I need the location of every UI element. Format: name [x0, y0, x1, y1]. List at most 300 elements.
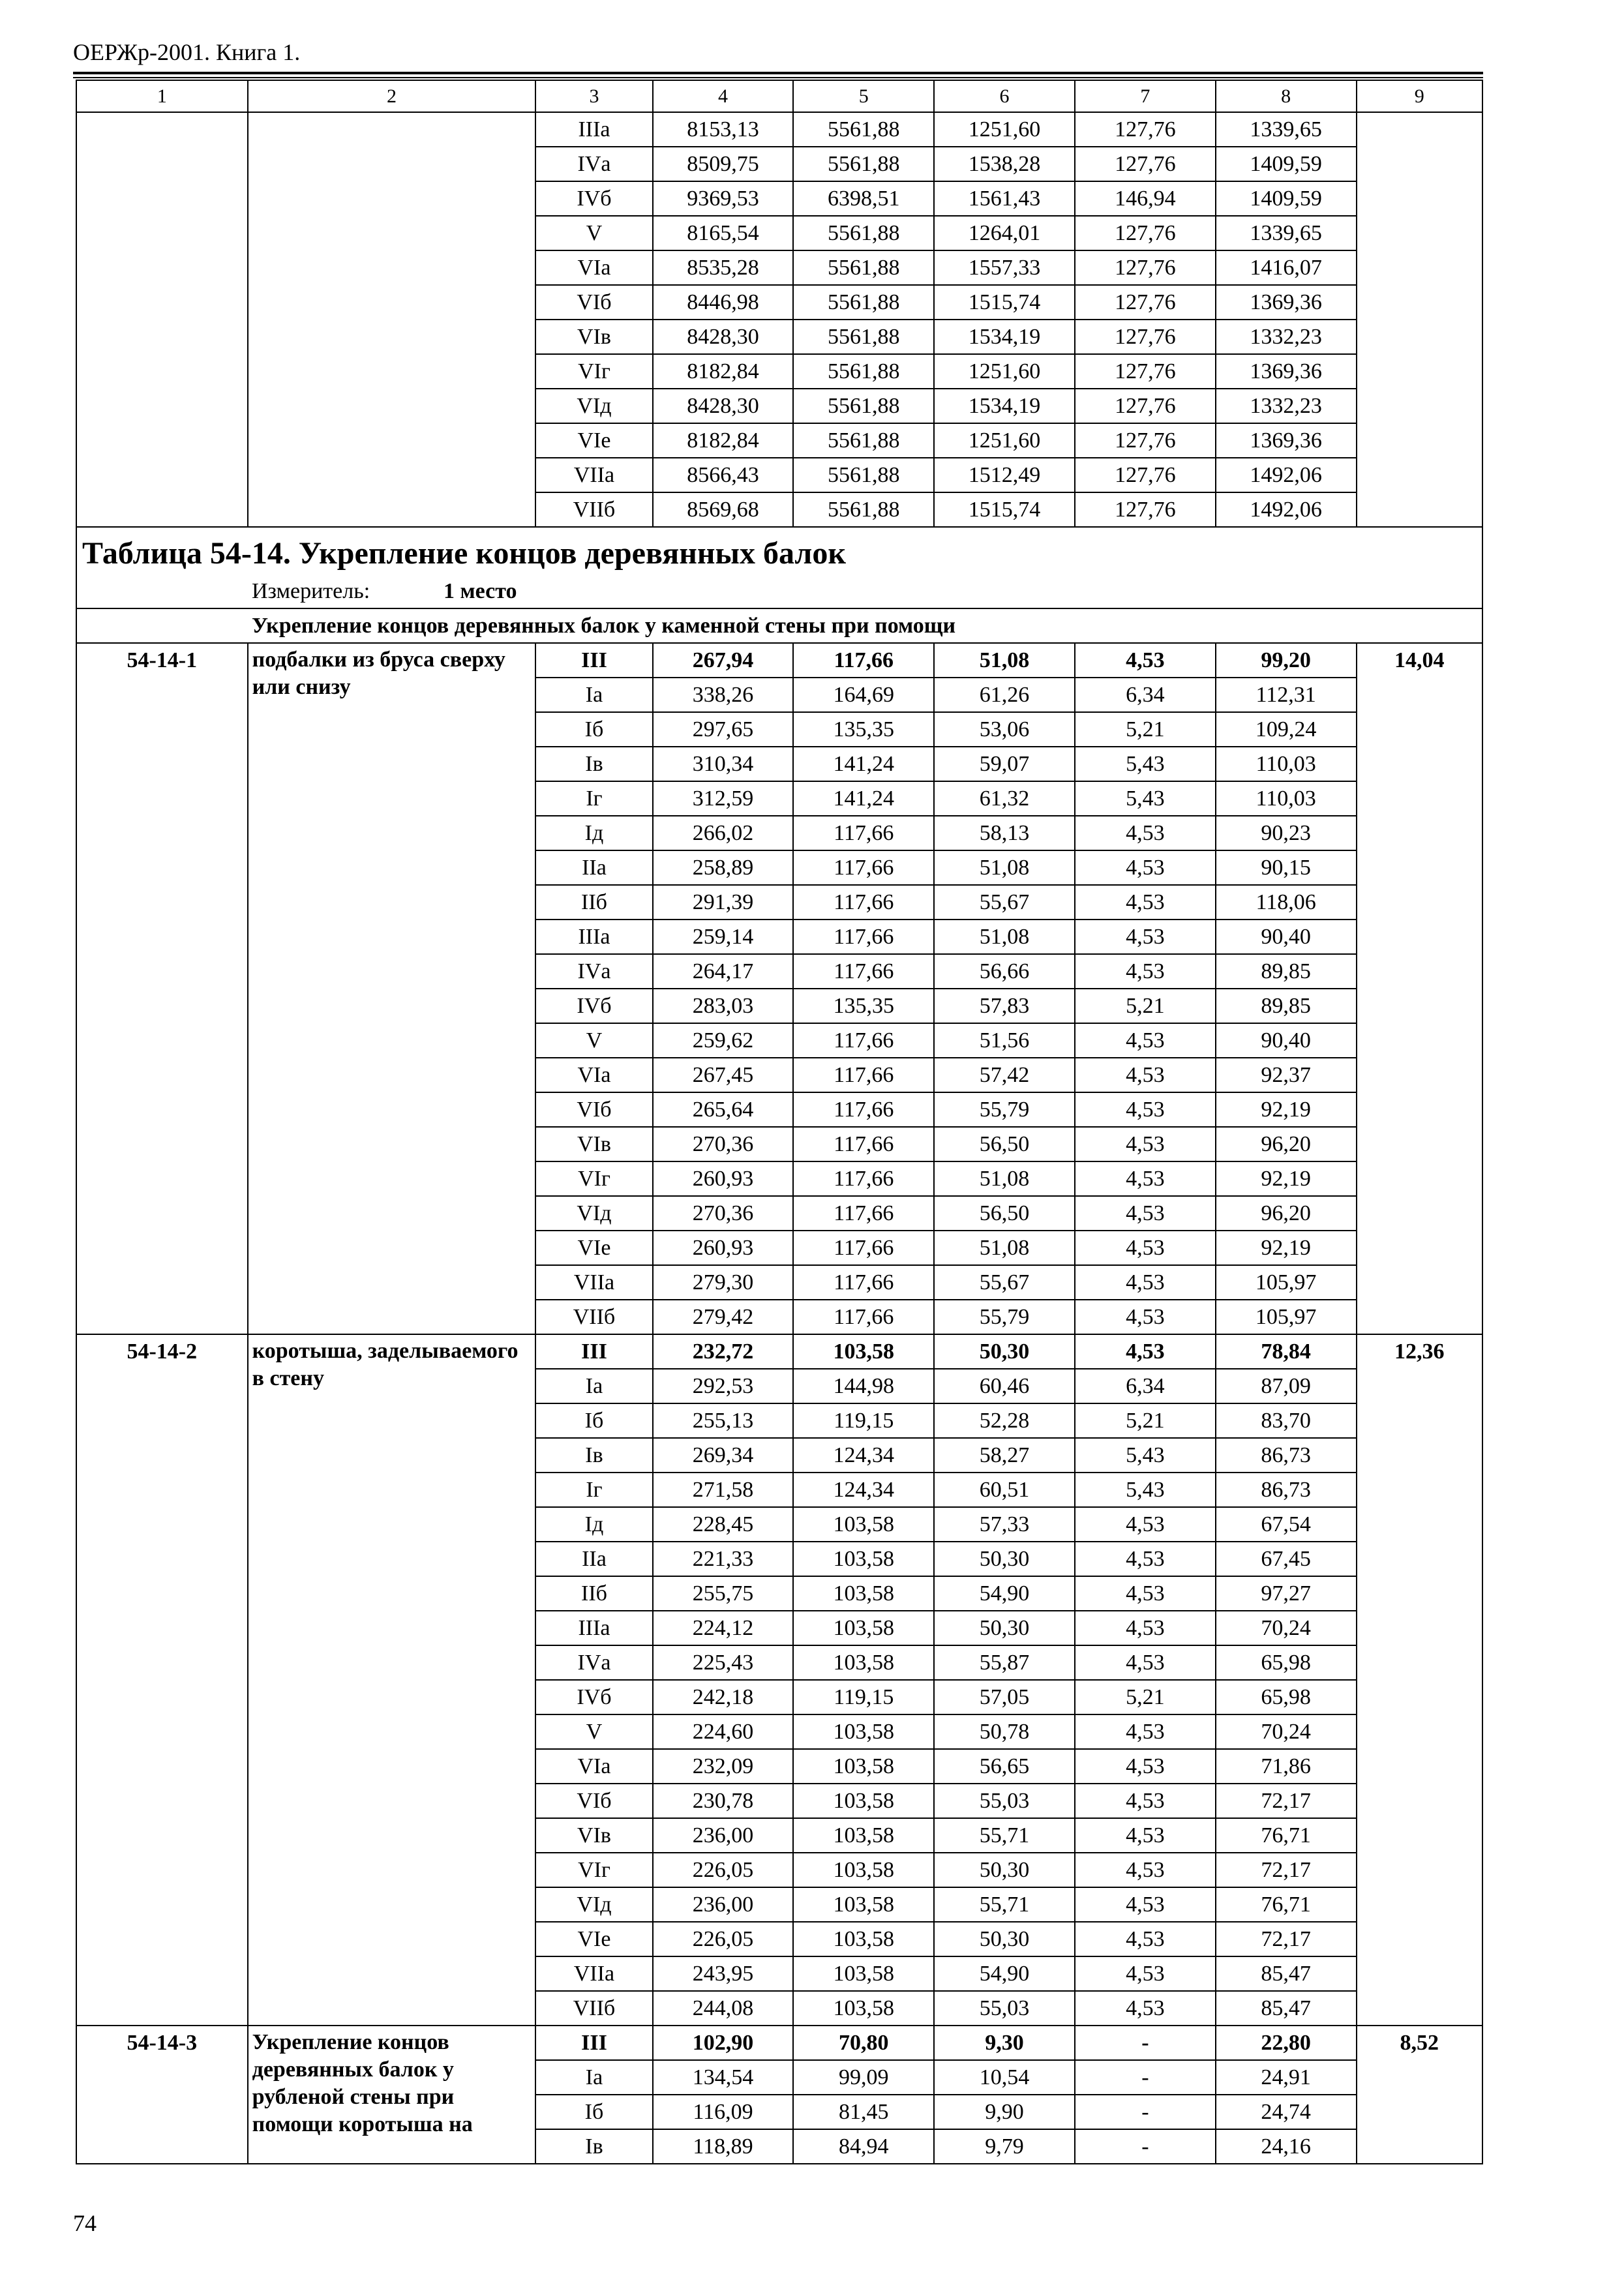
- value-cell: 1416,07: [1216, 250, 1357, 285]
- zone-cell: VIб: [535, 285, 652, 320]
- value-cell: 117,66: [793, 1300, 934, 1334]
- value-cell: 72,17: [1216, 1853, 1357, 1887]
- value-cell: 164,69: [793, 678, 934, 712]
- value-cell: 8509,75: [653, 147, 794, 181]
- value-cell: 1534,19: [934, 389, 1075, 423]
- value-cell: 127,76: [1075, 285, 1216, 320]
- value-cell: 5561,88: [793, 389, 934, 423]
- value-cell: 50,30: [934, 1853, 1075, 1887]
- meter-row: [77, 575, 1482, 608]
- value-cell: 109,24: [1216, 712, 1357, 747]
- header-rule-thin: [73, 77, 1483, 78]
- zone-cell: VIIа: [535, 458, 652, 492]
- column-number: 3: [535, 80, 652, 112]
- value-cell: 103,58: [793, 1645, 934, 1680]
- value-cell: 112,31: [1216, 678, 1357, 712]
- value-cell: 1332,23: [1216, 320, 1357, 354]
- value-cell: 117,66: [793, 1231, 934, 1265]
- value-cell: 85,47: [1216, 1991, 1357, 2026]
- value-cell: 50,78: [934, 1714, 1075, 1749]
- zone-cell: V: [535, 216, 652, 250]
- rates-table: [76, 80, 1483, 2164]
- meter-label: Измеритель:: [252, 578, 370, 603]
- value-cell: 6,34: [1075, 678, 1216, 712]
- value-cell: 117,66: [793, 643, 934, 678]
- value-cell: 117,66: [793, 954, 934, 989]
- value-cell: 1369,36: [1216, 285, 1357, 320]
- value-cell: 117,66: [793, 885, 934, 920]
- value-cell: 90,40: [1216, 1023, 1357, 1058]
- value-cell: 279,30: [653, 1265, 794, 1300]
- value-cell: 81,45: [793, 2095, 934, 2129]
- value-cell: 55,79: [934, 1092, 1075, 1127]
- value-cell: 67,54: [1216, 1507, 1357, 1542]
- value-cell: 99,20: [1216, 643, 1357, 678]
- value-cell: 4,53: [1075, 1818, 1216, 1853]
- value-cell: 1409,59: [1216, 181, 1357, 216]
- labor-cost: 12,36: [1357, 1334, 1482, 2026]
- value-cell: 55,67: [934, 1265, 1075, 1300]
- value-cell: 117,66: [793, 850, 934, 885]
- value-cell: 255,13: [653, 1403, 794, 1438]
- zone-cell: VIд: [535, 1887, 652, 1922]
- value-cell: 4,53: [1075, 1231, 1216, 1265]
- value-cell: 243,95: [653, 1956, 794, 1991]
- rate-code: 54-14-2: [76, 1334, 248, 2026]
- zone-cell: Iб: [535, 2095, 652, 2129]
- value-cell: 51,08: [934, 1161, 1075, 1196]
- value-cell: 103,58: [793, 1922, 934, 1956]
- code-cell: [76, 112, 248, 527]
- description-cell: [248, 112, 536, 527]
- value-cell: 92,19: [1216, 1161, 1357, 1196]
- column-numbers-row: [76, 80, 1482, 112]
- value-cell: 260,93: [653, 1231, 794, 1265]
- value-cell: 110,03: [1216, 747, 1357, 781]
- value-cell: 127,76: [1075, 389, 1216, 423]
- zone-cell: IVб: [535, 181, 652, 216]
- value-cell: 55,03: [934, 1991, 1075, 2026]
- value-cell: 9369,53: [653, 181, 794, 216]
- value-cell: 97,27: [1216, 1576, 1357, 1611]
- value-cell: 127,76: [1075, 492, 1216, 527]
- zone-cell: IIа: [535, 850, 652, 885]
- value-cell: 96,20: [1216, 1127, 1357, 1161]
- value-cell: 61,26: [934, 678, 1075, 712]
- zone-cell: Iг: [535, 781, 652, 816]
- value-cell: 224,60: [653, 1714, 794, 1749]
- value-cell: 8446,98: [653, 285, 794, 320]
- value-cell: 103,58: [793, 1818, 934, 1853]
- zone-cell: IIIа: [535, 920, 652, 954]
- value-cell: 270,36: [653, 1196, 794, 1231]
- column-number: 2: [248, 80, 536, 112]
- value-cell: 103,58: [793, 1887, 934, 1922]
- zone-cell: IVа: [535, 147, 652, 181]
- meter-value: 1 место: [444, 578, 517, 603]
- zone-cell: IIIа: [535, 112, 652, 147]
- column-number: 4: [653, 80, 794, 112]
- value-cell: 56,65: [934, 1749, 1075, 1784]
- zone-cell: VIе: [535, 423, 652, 458]
- value-cell: 4,53: [1075, 1300, 1216, 1334]
- value-cell: -: [1075, 2060, 1216, 2095]
- zone-cell: Iб: [535, 1403, 652, 1438]
- value-cell: 144,98: [793, 1369, 934, 1403]
- table-row: [76, 643, 1482, 678]
- value-cell: 297,65: [653, 712, 794, 747]
- value-cell: 338,26: [653, 678, 794, 712]
- value-cell: 1409,59: [1216, 147, 1357, 181]
- value-cell: 51,08: [934, 850, 1075, 885]
- value-cell: 8182,84: [653, 354, 794, 389]
- value-cell: 1492,06: [1216, 492, 1357, 527]
- column-number: 1: [76, 80, 248, 112]
- value-cell: 50,30: [934, 1334, 1075, 1369]
- section-title: Укрепление концов деревянных балок у каменной стены при помощи: [76, 608, 1482, 643]
- value-cell: 117,66: [793, 1023, 934, 1058]
- column-number: 7: [1075, 80, 1216, 112]
- value-cell: 103,58: [793, 1507, 934, 1542]
- zone-cell: Iд: [535, 1507, 652, 1542]
- value-cell: 292,53: [653, 1369, 794, 1403]
- value-cell: 236,00: [653, 1818, 794, 1853]
- value-cell: 117,66: [793, 1127, 934, 1161]
- column-number: 5: [793, 80, 934, 112]
- value-cell: 10,54: [934, 2060, 1075, 2095]
- value-cell: 117,66: [793, 1196, 934, 1231]
- value-cell: 4,53: [1075, 920, 1216, 954]
- value-cell: 1339,65: [1216, 112, 1357, 147]
- value-cell: 5561,88: [793, 112, 934, 147]
- zone-cell: Iв: [535, 1438, 652, 1473]
- value-cell: 55,79: [934, 1300, 1075, 1334]
- value-cell: 4,53: [1075, 954, 1216, 989]
- column-number: 9: [1357, 80, 1482, 112]
- zone-cell: Iв: [535, 747, 652, 781]
- zone-cell: IVа: [535, 954, 652, 989]
- value-cell: 225,43: [653, 1645, 794, 1680]
- value-cell: 92,19: [1216, 1231, 1357, 1265]
- value-cell: 4,53: [1075, 1645, 1216, 1680]
- value-cell: 135,35: [793, 989, 934, 1023]
- table-title-row: [76, 527, 1482, 608]
- value-cell: 1251,60: [934, 423, 1075, 458]
- value-cell: 259,62: [653, 1023, 794, 1058]
- value-cell: 54,90: [934, 1956, 1075, 1991]
- value-cell: 50,30: [934, 1542, 1075, 1576]
- value-cell: 1515,74: [934, 492, 1075, 527]
- value-cell: 6398,51: [793, 181, 934, 216]
- value-cell: 70,24: [1216, 1611, 1357, 1645]
- value-cell: 70,24: [1216, 1714, 1357, 1749]
- value-cell: 60,51: [934, 1473, 1075, 1507]
- value-cell: 105,97: [1216, 1265, 1357, 1300]
- value-cell: 127,76: [1075, 354, 1216, 389]
- value-cell: 5561,88: [793, 147, 934, 181]
- value-cell: 55,71: [934, 1818, 1075, 1853]
- zone-cell: IIб: [535, 1576, 652, 1611]
- value-cell: 1332,23: [1216, 389, 1357, 423]
- value-cell: 9,90: [934, 2095, 1075, 2129]
- value-cell: 56,50: [934, 1196, 1075, 1231]
- value-cell: 5,21: [1075, 1403, 1216, 1438]
- value-cell: 57,42: [934, 1058, 1075, 1092]
- value-cell: 1339,65: [1216, 216, 1357, 250]
- value-cell: 52,28: [934, 1403, 1075, 1438]
- zone-cell: Iа: [535, 678, 652, 712]
- value-cell: 51,56: [934, 1023, 1075, 1058]
- value-cell: 1492,06: [1216, 458, 1357, 492]
- value-cell: 57,83: [934, 989, 1075, 1023]
- value-cell: 5,43: [1075, 781, 1216, 816]
- value-cell: 135,35: [793, 712, 934, 747]
- table-row: [76, 2026, 1482, 2060]
- zone-cell: VIв: [535, 1818, 652, 1853]
- value-cell: 8182,84: [653, 423, 794, 458]
- value-cell: 103,58: [793, 1956, 934, 1991]
- value-cell: 4,53: [1075, 1161, 1216, 1196]
- value-cell: 244,08: [653, 1991, 794, 2026]
- value-cell: 1251,60: [934, 354, 1075, 389]
- column-number: 6: [934, 80, 1075, 112]
- value-cell: 90,15: [1216, 850, 1357, 885]
- value-cell: 5561,88: [793, 250, 934, 285]
- value-cell: 127,76: [1075, 112, 1216, 147]
- zone-cell: III: [535, 1334, 652, 1369]
- value-cell: 8569,68: [653, 492, 794, 527]
- value-cell: 258,89: [653, 850, 794, 885]
- value-cell: 8428,30: [653, 320, 794, 354]
- value-cell: 4,53: [1075, 1922, 1216, 1956]
- value-cell: 4,53: [1075, 816, 1216, 850]
- value-cell: 5561,88: [793, 492, 934, 527]
- column-number: 8: [1216, 80, 1357, 112]
- zone-cell: IIIа: [535, 1611, 652, 1645]
- value-cell: 1538,28: [934, 147, 1075, 181]
- value-cell: 127,76: [1075, 216, 1216, 250]
- value-cell: 4,53: [1075, 1784, 1216, 1818]
- table-body: [76, 80, 1482, 2164]
- table-row: [76, 112, 1482, 147]
- value-cell: 4,53: [1075, 1749, 1216, 1784]
- value-cell: 92,19: [1216, 1092, 1357, 1127]
- value-cell: 55,87: [934, 1645, 1075, 1680]
- zone-cell: VIIб: [535, 492, 652, 527]
- value-cell: 4,53: [1075, 1196, 1216, 1231]
- value-cell: 4,53: [1075, 1542, 1216, 1576]
- table-title-cell: [76, 527, 1482, 608]
- value-cell: 310,34: [653, 747, 794, 781]
- value-cell: 221,33: [653, 1542, 794, 1576]
- zone-cell: Iа: [535, 1369, 652, 1403]
- zone-cell: Iб: [535, 712, 652, 747]
- value-cell: 24,91: [1216, 2060, 1357, 2095]
- labor-cost: 14,04: [1357, 643, 1482, 1334]
- value-cell: 22,80: [1216, 2026, 1357, 2060]
- value-cell: 1251,60: [934, 112, 1075, 147]
- value-cell: 1561,43: [934, 181, 1075, 216]
- value-cell: 8535,28: [653, 250, 794, 285]
- value-cell: 24,74: [1216, 2095, 1357, 2129]
- value-cell: 4,53: [1075, 1991, 1216, 2026]
- zone-cell: Iв: [535, 2129, 652, 2164]
- section-row: [76, 608, 1482, 643]
- value-cell: 124,34: [793, 1473, 934, 1507]
- value-cell: 127,76: [1075, 423, 1216, 458]
- value-cell: 1515,74: [934, 285, 1075, 320]
- value-cell: 53,06: [934, 712, 1075, 747]
- value-cell: 134,54: [653, 2060, 794, 2095]
- value-cell: 5561,88: [793, 320, 934, 354]
- value-cell: 4,53: [1075, 1127, 1216, 1161]
- value-cell: 4,53: [1075, 643, 1216, 678]
- zone-cell: VIе: [535, 1922, 652, 1956]
- value-cell: 312,59: [653, 781, 794, 816]
- value-cell: 4,53: [1075, 1265, 1216, 1300]
- value-cell: 267,45: [653, 1058, 794, 1092]
- value-cell: 72,17: [1216, 1784, 1357, 1818]
- value-cell: 271,58: [653, 1473, 794, 1507]
- value-cell: 266,02: [653, 816, 794, 850]
- zone-cell: Iа: [535, 2060, 652, 2095]
- value-cell: 71,86: [1216, 1749, 1357, 1784]
- value-cell: 83,70: [1216, 1403, 1357, 1438]
- value-cell: 226,05: [653, 1853, 794, 1887]
- zone-cell: V: [535, 1714, 652, 1749]
- value-cell: 228,45: [653, 1507, 794, 1542]
- value-cell: 4,53: [1075, 1887, 1216, 1922]
- value-cell: 105,97: [1216, 1300, 1357, 1334]
- value-cell: 1369,36: [1216, 423, 1357, 458]
- value-cell: 4,53: [1075, 850, 1216, 885]
- value-cell: -: [1075, 2026, 1216, 2060]
- page-number: 74: [73, 2210, 97, 2236]
- value-cell: 103,58: [793, 1991, 934, 2026]
- value-cell: 4,53: [1075, 1956, 1216, 1991]
- value-cell: 84,94: [793, 2129, 934, 2164]
- labor-cost: 8,52: [1357, 2026, 1482, 2164]
- value-cell: 279,42: [653, 1300, 794, 1334]
- value-cell: 24,16: [1216, 2129, 1357, 2164]
- zone-cell: VIб: [535, 1092, 652, 1127]
- value-cell: 78,84: [1216, 1334, 1357, 1369]
- zone-cell: VIа: [535, 250, 652, 285]
- value-cell: 103,58: [793, 1611, 934, 1645]
- zone-cell: V: [535, 1023, 652, 1058]
- value-cell: 242,18: [653, 1680, 794, 1714]
- value-cell: 117,66: [793, 816, 934, 850]
- value-cell: -: [1075, 2129, 1216, 2164]
- value-cell: 4,53: [1075, 1023, 1216, 1058]
- value-cell: 124,34: [793, 1438, 934, 1473]
- value-cell: 117,66: [793, 1058, 934, 1092]
- value-cell: 8153,13: [653, 112, 794, 147]
- value-cell: 6,34: [1075, 1369, 1216, 1403]
- value-cell: 226,05: [653, 1922, 794, 1956]
- zone-cell: VIIб: [535, 1300, 652, 1334]
- value-cell: 117,66: [793, 1265, 934, 1300]
- value-cell: 265,64: [653, 1092, 794, 1127]
- value-cell: 230,78: [653, 1784, 794, 1818]
- value-cell: 260,93: [653, 1161, 794, 1196]
- table-wrapper: [76, 80, 1483, 2164]
- value-cell: 1369,36: [1216, 354, 1357, 389]
- value-cell: 5,21: [1075, 712, 1216, 747]
- zone-cell: IIа: [535, 1542, 652, 1576]
- value-cell: 50,30: [934, 1611, 1075, 1645]
- value-cell: 9,30: [934, 2026, 1075, 2060]
- value-cell: 117,66: [793, 920, 934, 954]
- value-cell: 51,08: [934, 1231, 1075, 1265]
- value-cell: 232,72: [653, 1334, 794, 1369]
- value-cell: 54,90: [934, 1576, 1075, 1611]
- value-cell: 4,53: [1075, 1058, 1216, 1092]
- value-cell: 4,53: [1075, 1853, 1216, 1887]
- value-cell: 103,58: [793, 1749, 934, 1784]
- zone-cell: Iг: [535, 1473, 652, 1507]
- value-cell: 269,34: [653, 1438, 794, 1473]
- value-cell: 87,09: [1216, 1369, 1357, 1403]
- value-cell: 255,75: [653, 1576, 794, 1611]
- value-cell: 224,12: [653, 1611, 794, 1645]
- value-cell: 76,71: [1216, 1818, 1357, 1853]
- value-cell: 103,58: [793, 1334, 934, 1369]
- value-cell: 8428,30: [653, 389, 794, 423]
- rate-code: 54-14-3: [76, 2026, 248, 2164]
- zone-cell: VIIб: [535, 1991, 652, 2026]
- value-cell: 4,53: [1075, 1611, 1216, 1645]
- value-cell: 8566,43: [653, 458, 794, 492]
- zone-cell: VIа: [535, 1749, 652, 1784]
- value-cell: 141,24: [793, 747, 934, 781]
- value-cell: 103,58: [793, 1542, 934, 1576]
- value-cell: 283,03: [653, 989, 794, 1023]
- value-cell: 4,53: [1075, 1507, 1216, 1542]
- value-cell: 89,85: [1216, 989, 1357, 1023]
- value-cell: 61,32: [934, 781, 1075, 816]
- value-cell: 1557,33: [934, 250, 1075, 285]
- value-cell: 127,76: [1075, 250, 1216, 285]
- value-cell: 59,07: [934, 747, 1075, 781]
- zone-cell: III: [535, 2026, 652, 2060]
- value-cell: 119,15: [793, 1680, 934, 1714]
- value-cell: 57,33: [934, 1507, 1075, 1542]
- value-cell: 8165,54: [653, 216, 794, 250]
- value-cell: 60,46: [934, 1369, 1075, 1403]
- value-cell: 56,50: [934, 1127, 1075, 1161]
- value-cell: 270,36: [653, 1127, 794, 1161]
- value-cell: 117,66: [793, 1161, 934, 1196]
- header-rule: [73, 72, 1483, 74]
- value-cell: 5,21: [1075, 1680, 1216, 1714]
- value-cell: 232,09: [653, 1749, 794, 1784]
- value-cell: 4,53: [1075, 1334, 1216, 1369]
- value-cell: 4,53: [1075, 1576, 1216, 1611]
- value-cell: 92,37: [1216, 1058, 1357, 1092]
- zone-cell: IVб: [535, 1680, 652, 1714]
- rate-description: Укрепление концов деревянных балок у рубленой стены при помощи коротыша на: [248, 2026, 536, 2164]
- zone-cell: VIIа: [535, 1265, 652, 1300]
- value-cell: 5,21: [1075, 989, 1216, 1023]
- table-title: Таблица 54-14. Укрепление концов деревянных балок: [82, 536, 847, 571]
- zone-cell: VIе: [535, 1231, 652, 1265]
- value-cell: 5,43: [1075, 747, 1216, 781]
- zone-cell: VIг: [535, 354, 652, 389]
- zone-cell: VIг: [535, 1853, 652, 1887]
- value-cell: 55,71: [934, 1887, 1075, 1922]
- value-cell: 65,98: [1216, 1680, 1357, 1714]
